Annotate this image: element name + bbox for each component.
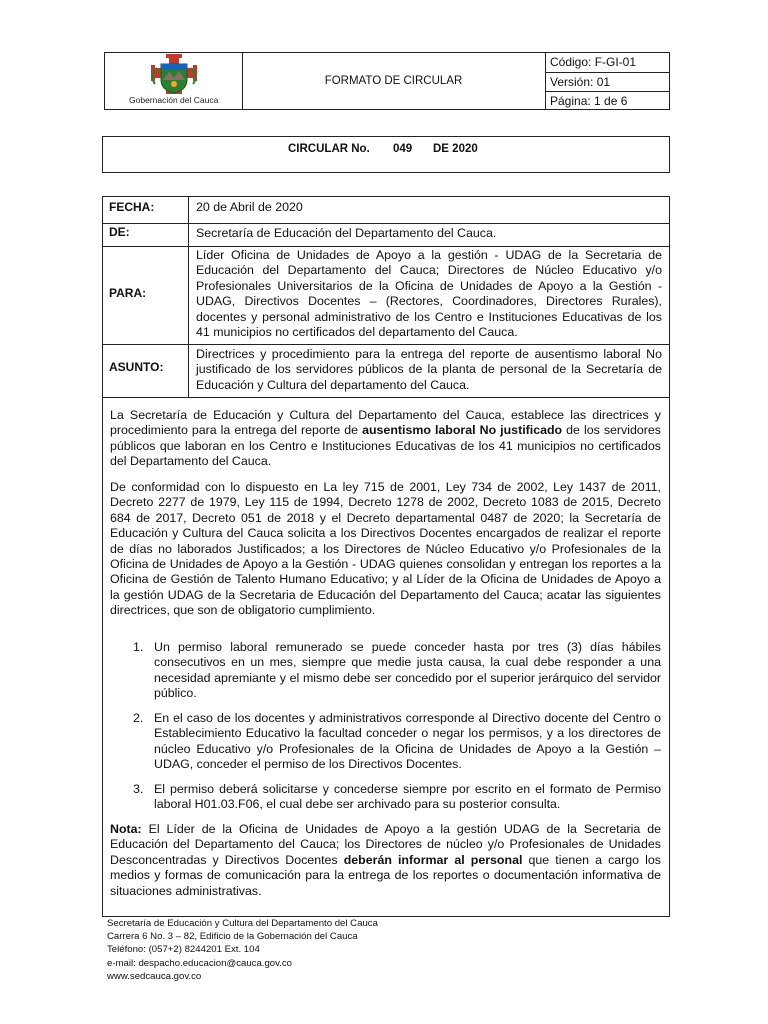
footer-office: Secretaría de Educación y Cultura del Departamento del Cauca bbox=[107, 918, 378, 929]
footer-website: www.sedcauca.gov.co bbox=[107, 970, 202, 982]
logo-caption: Gobernación del Cauca bbox=[129, 95, 219, 105]
gobernacion-cauca-seal-icon bbox=[139, 54, 209, 96]
list-item: El permiso deberá solicitarse y concederse siempre por escrito en el formato de Permiso laboral H01.03.F06, el cual debe ser archivado para su posterior consulta. bbox=[154, 782, 661, 812]
intro-text-a: La Secretaría de Educación y Cultura del Departamento del Cauca, establece las directrices y procedimiento para la entrega del reporte de bbox=[110, 408, 661, 438]
de-label: DE: bbox=[109, 225, 130, 239]
footer-phone: Teléfono: (057+2) 8244201 Ext. 104 bbox=[107, 944, 260, 956]
footer-email: e-mail: despacho.educacion@cauca.gov.co bbox=[107, 957, 293, 969]
nota-text-b: que tienen a cargo los medios y formas de comunicación para la entrega de los reportes o documentación informativa de situaciones administrativas. bbox=[110, 852, 661, 898]
circular-number: 049 bbox=[393, 143, 413, 155]
fecha-label: FECHA: bbox=[109, 200, 155, 214]
nota-text-a: El Líder de la Oficina de Unidades de Apoyo a la gestión UDAG de la Secretaria de Educación del Departamento del Cauca; los Directores de núcleo y/o Profesionales de Unidades Desconcentradas y Directivos Docentes bbox=[110, 822, 661, 867]
para-value: Líder Oficina de Unidades de Apoyo a la gestión - UDAG de la Secretaria de Educación del Departamento del Cauca; Directores de Núcleo Educativo y/o Profesionales Universitarios de la Oficina de Unidades de Apoyo a la Gestión - UDAG, Directivos Docentes – (Rectores, Coordinadores, Directores Rurales), docentes y personal administrativo de los Centro e Instituciones Educativas de los 41 municipios no certificados del departamento del Cauca. bbox=[196, 248, 662, 340]
form-title: FORMATO DE CIRCULAR bbox=[242, 53, 546, 109]
list-item-number: 3. bbox=[133, 782, 144, 796]
circular-info-table bbox=[102, 196, 670, 398]
circular-year: DE 2020 bbox=[433, 143, 478, 155]
legal-paragraph: De conformidad con lo dispuesto en La ley 715 de 2001, Ley 734 de 2002, Ley 1437 de 2011, Decreto 2277 de 1979, Ley 115 de 1994, Decreto 1278 de 2002, Decreto 1083 de 2015, Decreto 684 de 2017, Decreto 051 de 2018 y el Decreto departamental 0487 de 2020; la Secretaría de Educación y Cultura del Cauca solicita a los Directivos Docentes encargados de realizar el reporte de días no laborados Justificados; a los Directores de Núcleo Educativo y/o Profesionales de la Oficina de Unidades de Apoyo a la Gestión - UDAG quienes consolidan y entregan los reportes a la Oficina de Gestión de Talento Humano Educativo; y al Líder de la Oficina de Unidades de Apoyo a la gestión UDAG de la Secretaria de Educación del Departamento del Cauca; acatar las siguientes directrices, que son de obligatorio cumplimiento. bbox=[110, 480, 661, 618]
logo-cell bbox=[105, 53, 243, 109]
footer-address: Carrera 6 No. 3 – 82, Edificio de la Gobernación del Cauca bbox=[107, 931, 358, 943]
de-value: Secretaría de Educación del Departamento del Cauca. bbox=[196, 226, 497, 240]
para-row bbox=[103, 246, 669, 345]
intro-text-bold: ausentismo laboral No justificado bbox=[362, 423, 563, 438]
version-label: Versión: 01 bbox=[545, 73, 669, 93]
intro-text-b: de los servidores públicos que laboran en los Centro e Instituciones Educativas de los 41 municipios no certificados del Departamento del Cauca. bbox=[110, 423, 661, 469]
intro-paragraph bbox=[110, 408, 661, 470]
nota-paragraph bbox=[110, 822, 661, 899]
codigo-label: Código: F-GI-01 bbox=[545, 53, 669, 73]
document-footer bbox=[107, 917, 507, 983]
list-item-number: 2. bbox=[133, 711, 144, 725]
document-header bbox=[104, 52, 670, 110]
nota-label: Nota: bbox=[110, 822, 142, 836]
document-meta bbox=[545, 53, 669, 109]
asunto-label: ASUNTO: bbox=[109, 360, 164, 374]
asunto-row bbox=[103, 344, 669, 397]
page-number-label: Página: 1 de 6 bbox=[550, 94, 628, 109]
de-row bbox=[103, 223, 669, 247]
circular-number-box bbox=[102, 136, 670, 173]
asunto-value: Directrices y procedimiento para la entrega del reporte de ausentismo laboral No justificado de los servidores públicos de la planta de personal de la Secretaría de Educación y Cultura del departamento del Cauca. bbox=[196, 347, 662, 392]
circular-label: CIRCULAR No. bbox=[288, 143, 370, 155]
para-label: PARA: bbox=[109, 286, 147, 300]
fecha-value: 20 de Abril de 2020 bbox=[196, 200, 303, 214]
list-item-number: 1. bbox=[133, 640, 144, 654]
list-item: En el caso de los docentes y administrativos corresponde al Directivo docente del Centro o Establecimiento Educativo la facultad conceder o negar los permisos, y a los directores de núcleo Educativo y/o Profesionales de la Oficina de Unidades de Apoyo a la Gestión – UDAG, conceder el permiso de los Directivos Docentes. bbox=[154, 711, 661, 772]
fecha-row bbox=[103, 197, 669, 224]
nota-text-bold: deberán informar al personal bbox=[343, 852, 523, 867]
circular-body bbox=[102, 398, 670, 917]
list-item: Un permiso laboral remunerado se puede conceder hasta por tres (3) días hábiles consecutivos en un mes, siempre que medie justa causa, la cual debe responder a una necesidad apremiante y el mismo debe ser concedido por el superior jerárquico del servidor público. bbox=[154, 640, 661, 701]
